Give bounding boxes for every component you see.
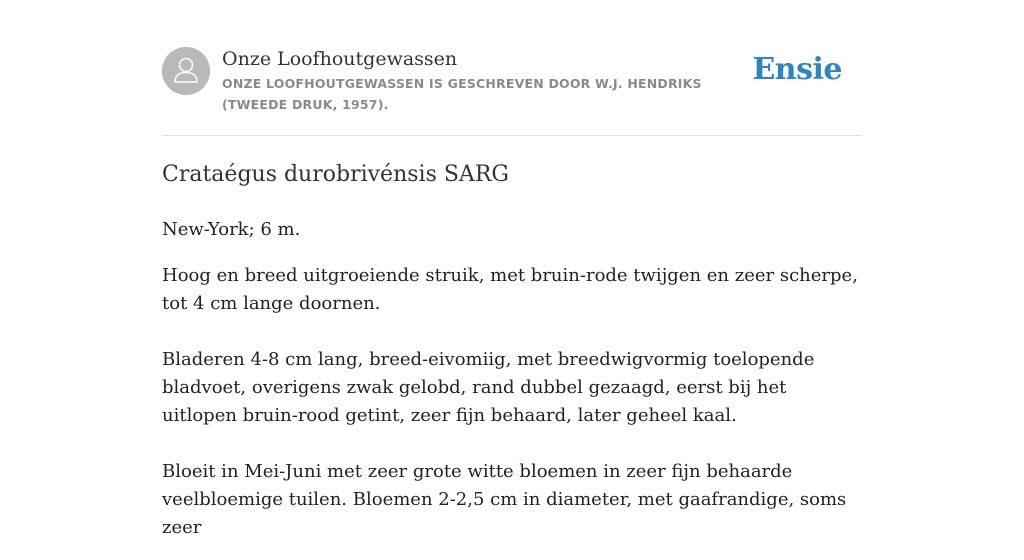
brand-logo[interactable]: Ensie: [752, 52, 842, 87]
article-paragraph: Hoog en breed uitgroeiende struik, met bruin-rode twijgen en zeer scherpe, tot 4 cm lange doornen.: [162, 265, 858, 314]
article-title: Crataégus durobrivénsis SARG: [162, 162, 509, 187]
site-title[interactable]: Onze Loofhoutgewassen: [222, 48, 458, 70]
site-description: ONZE LOOFHOUTGEWASSEN IS GESCHREVEN DOOR W.J. HENDRIKS (TWEEDE DRUK, 1957).: [222, 76, 702, 112]
avatar[interactable]: [162, 47, 210, 95]
article-paragraph: Bloeit in Mei-Juni met zeer grote witte bloemen in zeer fijn behaarde veelbloemige tuilen. Bloemen 2-2,5 cm in diameter, met gaafrandige, soms zeer: [162, 461, 847, 538]
user-icon: [162, 47, 210, 95]
article: [162, 158, 862, 560]
article-paragraph: New-York; 6 m.: [162, 219, 301, 240]
article-paragraph: Bladeren 4-8 cm lang, breed-eivomiig, met breedwigvormig toelopende bladvoet, overigens zwak gelobd, rand dubbel gezaagd, eerst bij het uitlopen bruin-rood getint, zeer fijn behaard, later geheel kaal.: [162, 349, 815, 426]
site-header: [162, 47, 862, 136]
